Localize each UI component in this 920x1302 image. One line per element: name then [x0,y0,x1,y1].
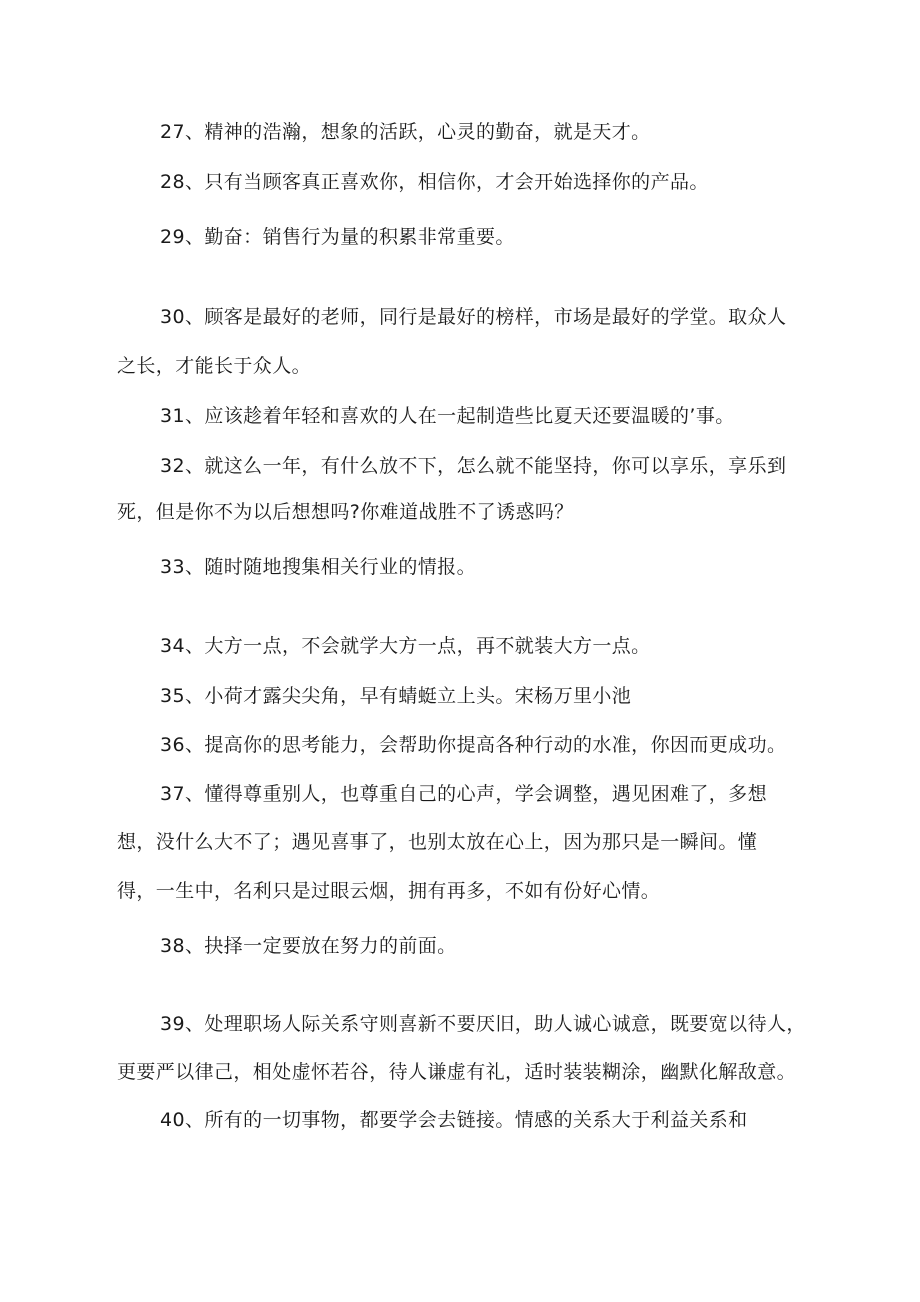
item-29: 29、勤奋：销售行为量的积累非常重要。 [160,226,515,248]
item-38: 38、抉择一定要放在努力的前面。 [160,935,457,957]
item-28: 28、只有当顾客真正喜欢你，相信你，才会开始选择你的产品。 [160,171,709,193]
item-32-line-1: 32、就这么一年，有什么放不下，怎么就不能坚持，你可以享乐，享乐到 [160,455,787,477]
item-32-line-2: 死，但是你不为以后想想吗?你难道战胜不了诱惑吗？ [117,501,574,523]
item-39-line-1: 39、处理职场人际关系守则喜新不要厌旧，助人诚心诚意，既要宽以待人， [160,1013,806,1035]
item-30-line-1: 30、顾客是最好的老师，同行是最好的榜样，市场是最好的学堂。取众人 [160,306,787,328]
item-31: 31、应该趁着年轻和喜欢的人在一起制造些比夏天还要温暖的’事。 [160,405,735,427]
item-37-line-3: 得，一生中，名利只是过眼云烟，拥有再多，不如有份好心情。 [117,880,661,902]
item-34: 34、大方一点，不会就学大方一点，再不就装大方一点。 [160,635,651,657]
item-37-line-2: 想，没什么大不了；遇见喜事了，也别太放在心上，因为那只是一瞬间。懂 [117,831,758,853]
item-40: 40、所有的一切事物，都要学会去链接。情感的关系大于利益关系和 [160,1109,748,1131]
item-35: 35、小荷才露尖尖角，早有蜻蜓立上头。宋杨万里小池 [160,685,632,707]
item-27: 27、精神的浩瀚，想象的活跃，心灵的勤奋，就是天才。 [160,121,651,143]
item-33: 33、随时随地搜集相关行业的情报。 [160,556,476,578]
item-37-line-1: 37、懂得尊重别人，也尊重自己的心声，学会调整，遇见困难了，多想 [160,783,767,805]
item-36: 36、提高你的思考能力，会帮助你提高各种行动的水准，你因而更成功。 [160,734,787,756]
item-39-line-2: 更要严以律己，相处虚怀若谷，待人谦虚有礼，适时装装糊涂，幽默化解敌意。 [117,1061,797,1083]
item-30-line-2: 之长，才能长于众人。 [117,355,312,377]
